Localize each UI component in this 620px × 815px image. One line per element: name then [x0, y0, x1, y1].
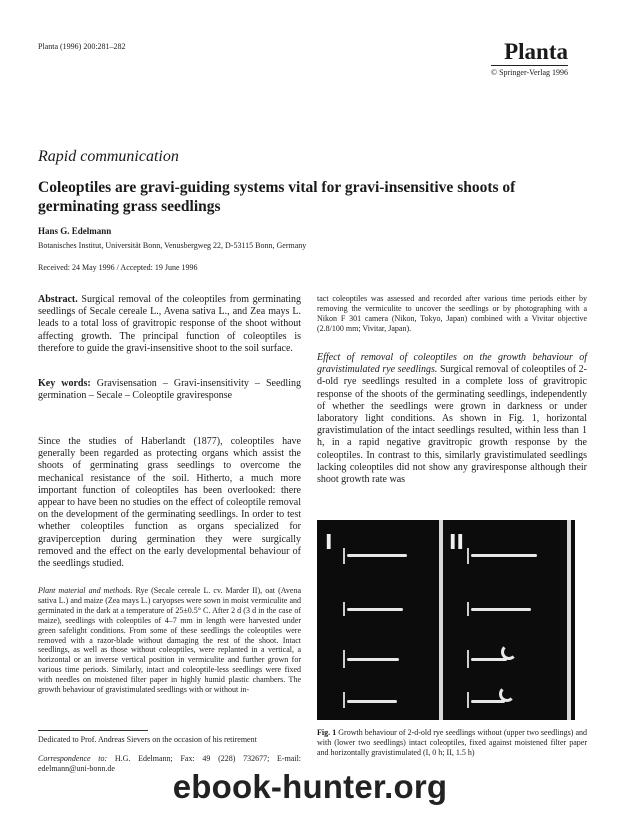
journal-citation: Planta (1996) 200:281–282: [38, 42, 126, 51]
footnote-rule: [38, 730, 148, 731]
results-text: Surgical removal of coleoptiles of 2-d-old rye seedlings resulted in a complete loss of gravitropic response of the shoots of the germinating seedlings, independently of whether the seedlings were grown in darkness or under laboratory light conditions. As shown in Fig. 1, horizontal gravistimulation of the intact seedlings resulted, within less than 1 h, in a rapid negative gravitropic growth response by the coleoptiles. In contrast to this, similarly gravistimulated seedlings lacking coleoptiles did not show any graviresponse although their shoot growth rate was: [317, 364, 588, 486]
figure-1-photo: [317, 520, 575, 720]
results-heading: Effect of removal of coleoptiles on the growth behaviour of gravistimulated rye seedlings.: [317, 352, 587, 376]
abstract-label: Abstract.: [38, 294, 78, 305]
seedling-root: [467, 692, 469, 708]
seedling-root: [343, 548, 345, 564]
figure-caption: [317, 728, 587, 758]
dedication-note: Dedicated to Prof. Andreas Sievers on the occasion of his retirement: [38, 735, 257, 744]
introduction-paragraph: Since the studies of Haberlandt (1877), coleoptiles have generally been regarded as protecting organs which assist the shoots of germinating grass seedlings to overcome the mechanical resistance of the soil. Hitherto, a much more important function of coleoptiles has been overlooked: there appear to have been no studies on the effect of coleoptile removal on the development of the germinating seedlings. In order to test whether coleoptiles function as organs specialized for graviperception during germination they were surgically removed and the effect on the early developmental behaviour of the seedlings studied.: [38, 436, 301, 570]
seedling: [471, 658, 507, 661]
seedling-root: [343, 692, 345, 708]
panel-label-1: I: [325, 530, 333, 554]
figure-caption-text: Growth behaviour of 2-d-old rye seedlings without (upper two seedlings) and with (lower two seedlings) intact coleoptiles, fixed against moistened filter paper and horizontally gravistimulated (I, 0 h; II, 1.5 h): [317, 728, 587, 757]
copyright-notice: © Springer-Verlag 1996: [490, 68, 568, 77]
keywords-text: Gravisensation – Gravi-insensitivity – Seedling germination – Secale – Coleoptile graviresponse: [38, 378, 301, 402]
seedling-root: [467, 548, 469, 564]
panel-label-2: II: [449, 530, 464, 554]
seedling: [347, 608, 403, 611]
seedling: [471, 554, 537, 557]
seedling-curved-tip: [501, 644, 517, 660]
results-paragraph: [317, 352, 587, 486]
keywords: [38, 378, 301, 402]
methods-text: Rye (Secale cereale L. cv. Marder II), oat (Avena sativa L.) and maize (Zea mays L.) caryopses were sown in moist vermiculite and germinated in the dark at a temperature of 25±0.5° C. After 2 d (3 d in the case of maize), seedlings with coleoptiles of 4–7 mm in length were harvested under green safelight conditions. From some of these seedlings the coleoptiles were removed with a razor-blade without damaging the rest of the shoot. Intact seedlings, as well as those without coleoptiles, were replanted in a vertical, a horizontal or an inverse vertical position in vermiculite and further grown for various time periods. Similarly, intact and coleoptile-less seedlings were fixed with needles on moistened filter paper in highly humid plastic chambers. The growth behaviour of gravistimulated seedlings with or without in-: [38, 586, 302, 695]
seedling-root: [343, 650, 345, 668]
seedling-root: [467, 602, 469, 616]
watermark: ebook-hunter.org: [172, 768, 448, 805]
seedling-curved-tip: [499, 686, 515, 702]
methods-paragraph: [38, 586, 301, 695]
keywords-label: Key words:: [38, 378, 91, 389]
author-name: Hans G. Edelmann: [38, 226, 112, 236]
article-title: Coleoptiles are gravi-guiding systems vital for gravi-insensitive shoots of germinating grass seedlings: [38, 179, 516, 215]
correspondence-text: H.G. Edelmann; Fax: 49 (228) 732677; E-mail: edelmann@uni-bonn.de: [38, 754, 302, 773]
seedling-root: [467, 650, 469, 668]
seedling: [471, 608, 531, 611]
seedling: [347, 554, 407, 557]
seedling: [347, 700, 397, 703]
correspondence-label: Correspondence to:: [38, 754, 108, 763]
affiliation: Botanisches Institut, Universität Bonn, Venusbergweg 22, D-53115 Bonn, Germany: [38, 241, 307, 250]
panel-divider: [439, 520, 443, 720]
seedling: [471, 700, 505, 703]
methods-continued: tact coleoptiles was assessed and recorded after various time periods either by removing the vermiculite to uncover the seedlings or by photographing with a Nikon F 301 camera (Nikon, Tokyo, Japan) combined with a Vivitar objective (2.8/100 mm; Vivitar, Japan).: [317, 294, 587, 333]
seedling: [347, 658, 399, 661]
section-label: Rapid communication: [38, 148, 179, 165]
journal-brand: [491, 40, 568, 77]
panel-divider-right: [567, 520, 571, 720]
abstract: [38, 294, 301, 355]
figure-caption-label: Fig. 1: [317, 728, 337, 737]
seedling-root: [343, 602, 345, 616]
received-dates: Received: 24 May 1996 / Accepted: 19 June 1996: [38, 263, 198, 272]
journal-logo: Planta: [491, 40, 568, 66]
abstract-text: Surgical removal of the coleoptiles from germinating seedlings of Secale cereale L., Avena sativa L., and Zea mays L. leads to a total loss of gravitropic response of the shoot without affecting growth. The principal function of coleoptiles is therefore to guide the gravi-insensitive shoot to the soil surface.: [38, 294, 301, 354]
methods-heading: Plant material and methods.: [38, 586, 133, 595]
